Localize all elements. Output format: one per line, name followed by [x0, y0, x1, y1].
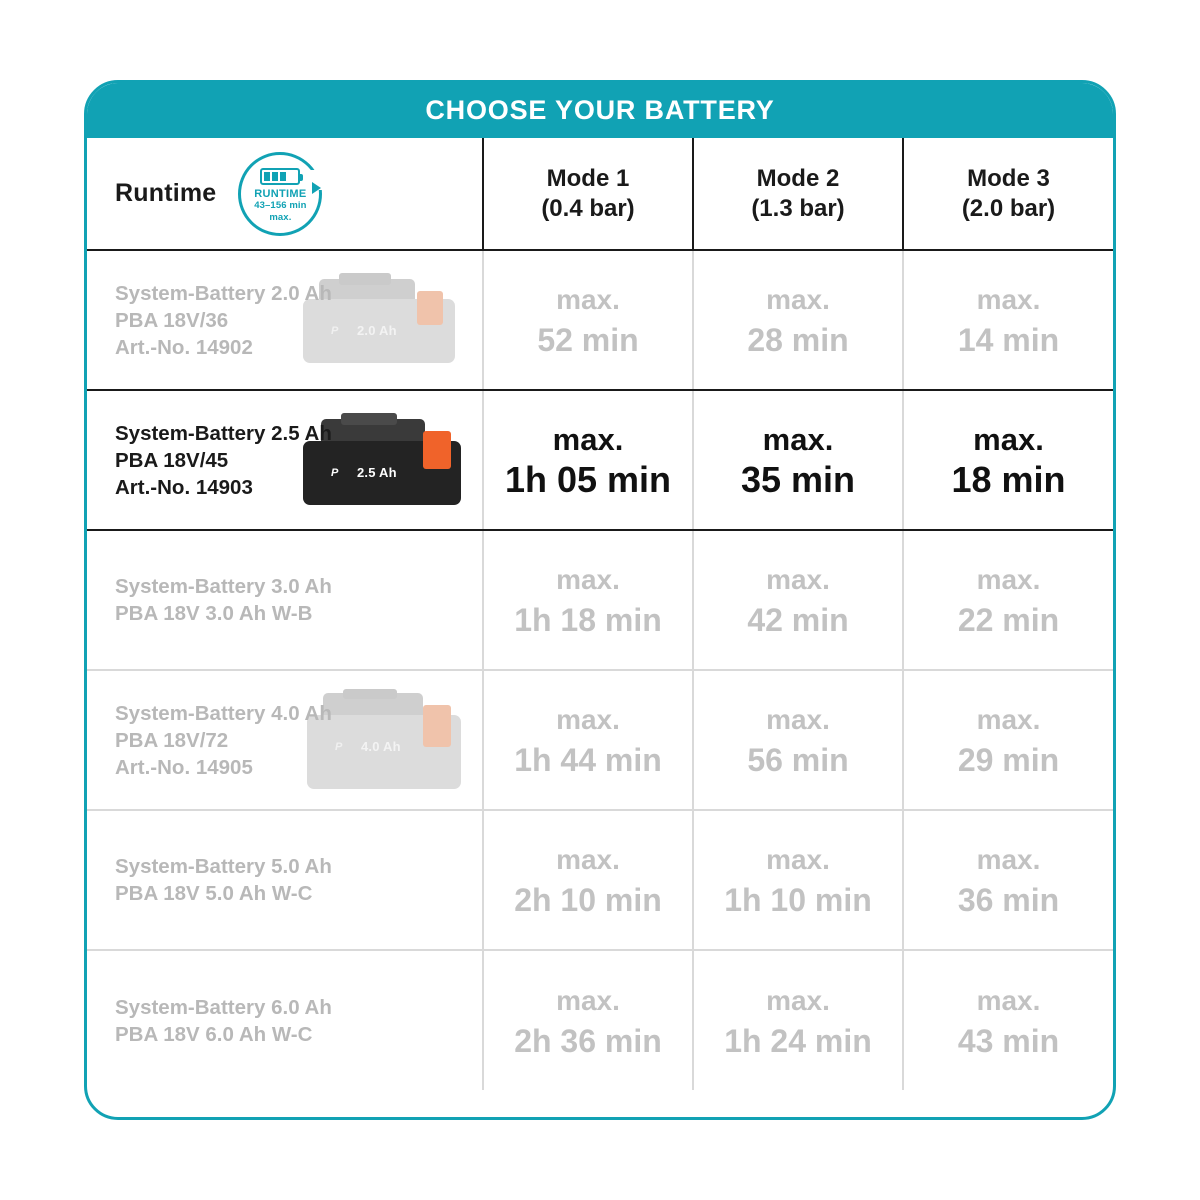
battery-name-cell [87, 390, 483, 530]
runtime-header-cell [87, 138, 483, 250]
battery-name-line: System-Battery 5.0 Ah [115, 855, 332, 878]
card-title-bar [87, 83, 1113, 138]
value-prefix: max. [762, 422, 834, 457]
battery-image-2-0ah: P 2.0 Ah [295, 273, 463, 369]
battery-image-label: 2.0 Ah [357, 323, 397, 338]
value-time: 1h 10 min [724, 882, 872, 918]
value-time: 28 min [747, 322, 849, 358]
value-prefix: max. [976, 704, 1041, 735]
runtime-value-cell [483, 390, 693, 530]
battery-name-lines [115, 700, 482, 781]
table-row [87, 670, 1113, 810]
runtime-value-cell [903, 530, 1113, 670]
battery-image-4-0ah: P 4.0 Ah [299, 689, 471, 793]
value-time: 29 min [957, 742, 1060, 778]
mode-2-header [693, 138, 903, 250]
mode-1-header [483, 138, 693, 250]
value-time: 2h 10 min [514, 882, 662, 918]
mode-1-name: Mode 1 [546, 164, 630, 192]
runtime-value-cell [483, 530, 693, 670]
battery-model-line: PBA 18V 3.0 Ah W-B [115, 602, 313, 625]
runtime-value-cell [903, 250, 1113, 390]
battery-name-lines [115, 280, 482, 361]
value-prefix: max. [976, 284, 1041, 315]
value-time: 22 min [957, 602, 1060, 638]
runtime-value-cell [903, 390, 1113, 530]
value-time: 1h 18 min [514, 602, 662, 638]
table-row [87, 810, 1113, 950]
runtime-value-cell [483, 810, 693, 950]
battery-name-line: System-Battery 6.0 Ah [115, 995, 332, 1019]
battery-name-cell [87, 530, 483, 670]
runtime-badge-icon [238, 152, 322, 236]
value-time: 14 min [957, 322, 1060, 358]
runtime-value-cell [483, 670, 693, 810]
value-prefix: max. [556, 844, 620, 875]
battery-name-cell [87, 670, 483, 810]
battery-runtime-table [87, 138, 1113, 1090]
battery-model-line: PBA 18V/45 [115, 448, 229, 472]
badge-line-1: RUNTIME [254, 187, 307, 200]
value-prefix: max. [976, 984, 1041, 1016]
runtime-header-label: Runtime [115, 179, 217, 207]
value-time: 43 min [957, 1022, 1060, 1059]
value-time: 18 min [951, 459, 1066, 500]
mode-2-pressure: (1.3 bar) [751, 194, 845, 222]
battery-name-line: System-Battery 2.0 Ah [115, 281, 332, 305]
value-time: 1h 05 min [504, 459, 672, 500]
battery-name-lines [115, 573, 482, 627]
value-time: 2h 36 min [514, 1022, 662, 1059]
value-prefix: max. [556, 564, 620, 595]
value-time: 1h 24 min [724, 1022, 872, 1059]
value-prefix: max. [766, 704, 830, 735]
battery-level-icon [260, 168, 300, 185]
runtime-value-cell [693, 530, 903, 670]
page-title: CHOOSE YOUR BATTERY [425, 95, 775, 125]
value-prefix: max. [552, 422, 624, 457]
mode-3-header [903, 138, 1113, 250]
battery-model-line: PBA 18V 6.0 Ah W-C [115, 1022, 313, 1046]
runtime-value-cell [903, 810, 1113, 950]
value-prefix: max. [556, 284, 620, 315]
value-prefix: max. [766, 284, 830, 315]
battery-image-label: 4.0 Ah [361, 739, 401, 754]
runtime-value-cell [903, 950, 1113, 1090]
battery-name-cell [87, 810, 483, 950]
runtime-value-cell [693, 810, 903, 950]
value-time: 42 min [747, 602, 849, 638]
mode-3-name: Mode 3 [967, 164, 1050, 192]
value-time: 1h 44 min [514, 742, 662, 778]
mode-1-pressure: (0.4 bar) [541, 194, 635, 222]
value-prefix: max. [766, 984, 830, 1016]
battery-name-cell [87, 950, 483, 1090]
value-prefix: max. [556, 984, 620, 1016]
battery-comparison-card [84, 80, 1116, 1120]
value-time: 56 min [747, 742, 849, 778]
battery-name-cell [87, 250, 483, 390]
table-row [87, 250, 1113, 390]
value-prefix: max. [766, 844, 830, 875]
battery-name-line: System-Battery 4.0 Ah [115, 701, 332, 725]
battery-name-line: System-Battery 2.5 Ah [115, 421, 332, 445]
value-prefix: max. [976, 844, 1041, 875]
value-time: 36 min [957, 882, 1060, 918]
runtime-value-cell [693, 950, 903, 1090]
runtime-value-cell [903, 670, 1113, 810]
value-time: 35 min [740, 459, 856, 500]
value-prefix: max. [976, 564, 1041, 595]
runtime-value-cell [483, 950, 693, 1090]
value-time: 52 min [537, 322, 639, 358]
battery-image-label: 2.5 Ah [357, 465, 397, 480]
battery-name-line: System-Battery 3.0 Ah [115, 575, 332, 598]
battery-model-line: PBA 18V/72 [115, 728, 229, 752]
battery-art-no-line: Art.-No. 14905 [115, 755, 253, 779]
battery-name-lines [115, 994, 482, 1048]
mode-3-pressure: (2.0 bar) [961, 194, 1056, 222]
badge-line-3: max. [269, 211, 292, 223]
table-row [87, 530, 1113, 670]
runtime-value-cell [483, 250, 693, 390]
battery-model-line: PBA 18V/36 [115, 308, 229, 332]
runtime-value-cell [693, 670, 903, 810]
badge-line-2: 43–156 min [254, 200, 307, 211]
table-row [87, 950, 1113, 1090]
runtime-value-cell [693, 390, 903, 530]
battery-art-no-line: Art.-No. 14902 [115, 335, 253, 359]
battery-image-2-5ah: P 2.5 Ah [295, 413, 471, 511]
value-prefix: max. [556, 704, 620, 735]
table-header-row [87, 138, 1113, 250]
battery-name-lines [115, 853, 482, 907]
battery-art-no-line: Art.-No. 14903 [115, 475, 253, 499]
badge-text [238, 189, 322, 224]
value-prefix: max. [973, 422, 1044, 457]
battery-name-lines [115, 420, 482, 501]
mode-2-name: Mode 2 [756, 164, 840, 192]
battery-model-line: PBA 18V 5.0 Ah W-C [115, 882, 313, 905]
value-prefix: max. [766, 564, 830, 595]
runtime-value-cell [693, 250, 903, 390]
table-row-selected [87, 390, 1113, 530]
